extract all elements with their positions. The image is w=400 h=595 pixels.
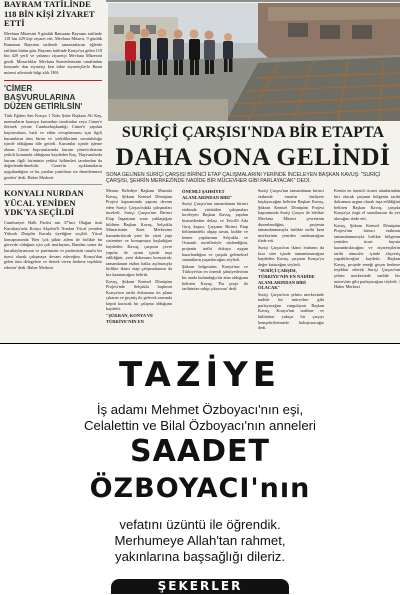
advert-line: İş adamı Mehmet Özboyacı'nın eşi, — [96, 402, 304, 417]
paragraph: Meram Belediye Başkanı Mustafa Kavuş, Şükran Kentsel Dönüşüm Projesi kapsamında yapımı devam eden Suriçi Çarşısı'ndaki çalışmaları inceledi. Suriçi Çarşısı'nın Birinci Etap İnşaatının sona yaklaştığını bildiren Başkan Kavuş, Selçuklu Mimarisinin Kent Merkezine kazandırılacak yeni bir yüzü yapı sistemine ve konuşmaya başladığını kaydeden Kavuş, çarşının çevre yapılar ile uyum içinde inşa edildiğini, yeni dokusunu koruyarak; tamamlanan etabın halka açılmasıyla birlikte ikinci etap çalışmalarının da hız kazanacağını belirtti. — [106, 188, 172, 277]
advert-line: yakınlarına başsağlığı dileriz. — [114, 549, 286, 564]
story3-body: Cumhuriyet Halk Partisi nin 37'inci Olağan üstü Kurultayı'nda Konya Akşehir'li Nurdan Yücal yeniden Yüksek Disiplin Kurulu üyeliğine seçildi. Yücal konuşmasında 'Ben 'çok şükür ailem ile birlikte bu görevde olduğum için çok mutluyum, Bundan sonra da kurultaylarımızın ve partimizin ve partimizin onurlu bir üyesi olarak çalışmaya devam edeceğim. Konya'dan gelen tüm delegelere ve destek veren herkese teşekkür ederim' dedi. Haber Merkezi — [4, 220, 102, 270]
article-subheading: "SURİÇİ ÇARŞISI, TÜRKİYE'NİN EN NADİDE ALANLARINDAN BİRİ OLACAK" — [258, 268, 315, 291]
advert-title: TAZİYE — [118, 355, 281, 395]
construction-site-photo — [108, 3, 400, 121]
divider — [4, 80, 102, 81]
article-col-4 — [334, 188, 400, 338]
paragraph: Kentin en önemli ticaret alanlarından biri olacak çarşının bölgenin tarihi dokusuna uygun olarak inşa edildiğini belirten Başkan Kavuş, çarşıda Konya'ya özgü el sanatlarının da yer alacağını ifade etti. — [334, 188, 400, 221]
advert-signature: ŞEKERLER — [157, 579, 243, 593]
paragraph: Suriçi Çarşısı'nın ikinci etabının da kısa süre içinde tamamlanacağını kaydeden Kavuş, çarşının Konya'ya değer katacağını söyledi. — [258, 244, 324, 267]
article-subheading: ÖNEMLİ ŞAHSİYET ALANLARINDAN BİRİ" — [182, 189, 233, 200]
article-col-2 — [182, 188, 248, 338]
paragraph: Suriçi Çarşısı'nın tamamlanan birinci etabında esnafın faaliyete başlayacağını belirten Başkan Kavuş, Şükran Kentsel Dönüşüm Projesi kapsamında Suriçi Çarşısı ile birlikte Mevlana Müzesi çevresinin düzenlendiğini, projenin tamamlanmasıyla birlikte tarihi kent merkezinin yeniden canlanacağını ifade etti. — [258, 188, 324, 244]
article-subheading: "ŞÜKRAN, KONYA VE TÜRKİYE'NİN EN — [106, 313, 154, 324]
paragraph: Suriçi Çarşısı'nın şehrin merkezinde nadide bir mücevher gibi parlayacağını vurgulayan Başkan Kavuş, Konya'nın tarihine ve kültürüne yakışır bir çarşıyı hemşehrilerimizle buluşturacağız dedi. — [258, 291, 324, 331]
story3-headline: KONYALI NURDAN YÜCAL YENİDEN YDK'YA SEÇİLDİ — [4, 188, 84, 218]
left-news-column — [4, 0, 102, 340]
condolence-advert — [0, 343, 400, 595]
advert-line: Merhumeye Allah'tan rahmet, — [114, 533, 286, 548]
advert-line: Celalettin ve Bilal Özboyacı'nın anneleri — [84, 418, 316, 433]
paragraph: Kavuş, Şükran Kentsel Dönüşüm Projesi'nin birinci etabının tamamlanmasıyla birlikte bölgenin yeniden ticari hayata kazandırılacağını ve ziyaretçilerin tarihi atmosfer içinde alışveriş yapabileceğini kaydetti. Başkan Kavuş, projede emeği geçen herkese teşekkür ederek Suriçi Çarşısı'nın şehrin merkezinde nadide bir mücevher gibi parlayacağını söyledi. / Haber Merkezi — [334, 222, 400, 290]
divider — [4, 184, 102, 185]
construction-photo-illustration — [108, 3, 400, 121]
paragraph: Suriçi Çarşısı'nın tamamlanan birinci etabında yürütülen çalışmaları inceleyen Başkan Kavuş, yapılan hizmetlerden dolayı ve Tescilli Ada Giriş kapısı, Çarşının Birinci Etap bölümündeki ahşap tavan, kubbe ve kemer yapılarının Selçuklu ve Osmanlı motifleriyle süslendiğini, projenin tarihi dokuya uygun hazırlandığını ve çarşıda geleneksel zanaatların yaşatılacağını söyledi. — [182, 201, 248, 263]
story1-headline: BAYRAM TATİLİNDE 118 BİN KİŞİ ZİYARET ETTİ — [4, 0, 95, 29]
paragraph: Kavuş, Şükran Kentsel Dönüşüm Projesi'nde Selçuklu başkenti Konya'nın tarihi dokusunu ön plana çıkaran ve geçmiş ile gelecek arasında köprü kuracak bir çalışma olduğunu kaydetti. — [106, 278, 172, 312]
headline-line2: DAHA SONA GELİNDİ — [115, 142, 391, 171]
story2-headline: 'CİMER BAŞVURULARINA DÜZEN GETİRİLSİN' — [4, 83, 83, 111]
article-col-1 — [106, 188, 172, 338]
article-body — [106, 188, 400, 338]
top-strip — [106, 0, 400, 2]
deceased-surname: ÖZBOYACI'nın — [89, 473, 311, 504]
article-col-3 — [258, 188, 324, 338]
headline-line1: SURİÇİ ÇARŞISI'NDA BİR ETAPTA — [121, 124, 385, 141]
headline-deck: SONA GELİNEN SURİÇİ ÇARŞISI BİRİNCİ ETAP ÇALIŞMALARINI YERİNDE İNCELEYEN BAŞKAN KAVUŞ: "SURİÇİ ÇARŞISI, ŞEHRİN MERKEZİNDE NADİDE BİR MÜCEVHER GİBİ PARLAYACAK" DEDİ. — [106, 172, 381, 185]
paragraph: Şükran bölgesinin, Konya'nın ve Türkiye'nin en önemli şahsiyetlerinin bir arada bulunduğu bir alan olduğunu belirten Kavuş, 'Bu proje ile tarihimize sahip çıkıyoruz' dedi. — [182, 263, 248, 292]
story1-body: Mevlana Müzesini 9 günlük Ramazan Bayramı tatilinde 118 bin 429 kişi ziyaret etti. Mevlana Müzesi, 9 günlük Ramazan Bayramı tatilinde ramazanlarını eğlenle tatilinin bütün gün. Bayram tatilinde Konya'ya gelen 118 bin 429 yerli ve yabancı ziyaretçi Mevlana Müzesini gezdi. Mezarlıklar Mevlana Kenterleminin canalindan hzayanle dan ziyaretçi ken tükte ziyaretçilerle Rumi müzesi ailesinde bilgi aldı. İHA — [4, 30, 102, 75]
deceased-first-name: SAADET — [130, 434, 270, 469]
story2-body: Türk Eğitim Sen Konya 1 Nolu Şube Başkanı Ali Kaş, memurların konuyu kurumları tarafından veya Cimer'e iletmek yerine Cumhurbaşkanlığı Cimer'e yapılan başvuruların, hızlı ve etkin cevaplanması için ilgili kurumların tüm birim ve yetkililerinin sorumluluğu içinde olduğunu dile getirdi. Kurumlar içinde işleme alınan Cimer başvurularında kurum yöneticilerinin yetkili konumda olduğunu kaydeden Kaş, 'Başvurularda kurum ilgili biriminin yetkisi bölümleri tarafından da değerlendirilmelidir. Cimer'in açıklamaların uygulandığını ve bu yazılan yanıtların ise denetlenmesi gerekir' dedi. Haber Merkezi — [4, 113, 102, 180]
advert-line: vefatını üzüntü ile öğrendik. — [119, 517, 281, 532]
advert-signature-badge — [111, 579, 289, 594]
